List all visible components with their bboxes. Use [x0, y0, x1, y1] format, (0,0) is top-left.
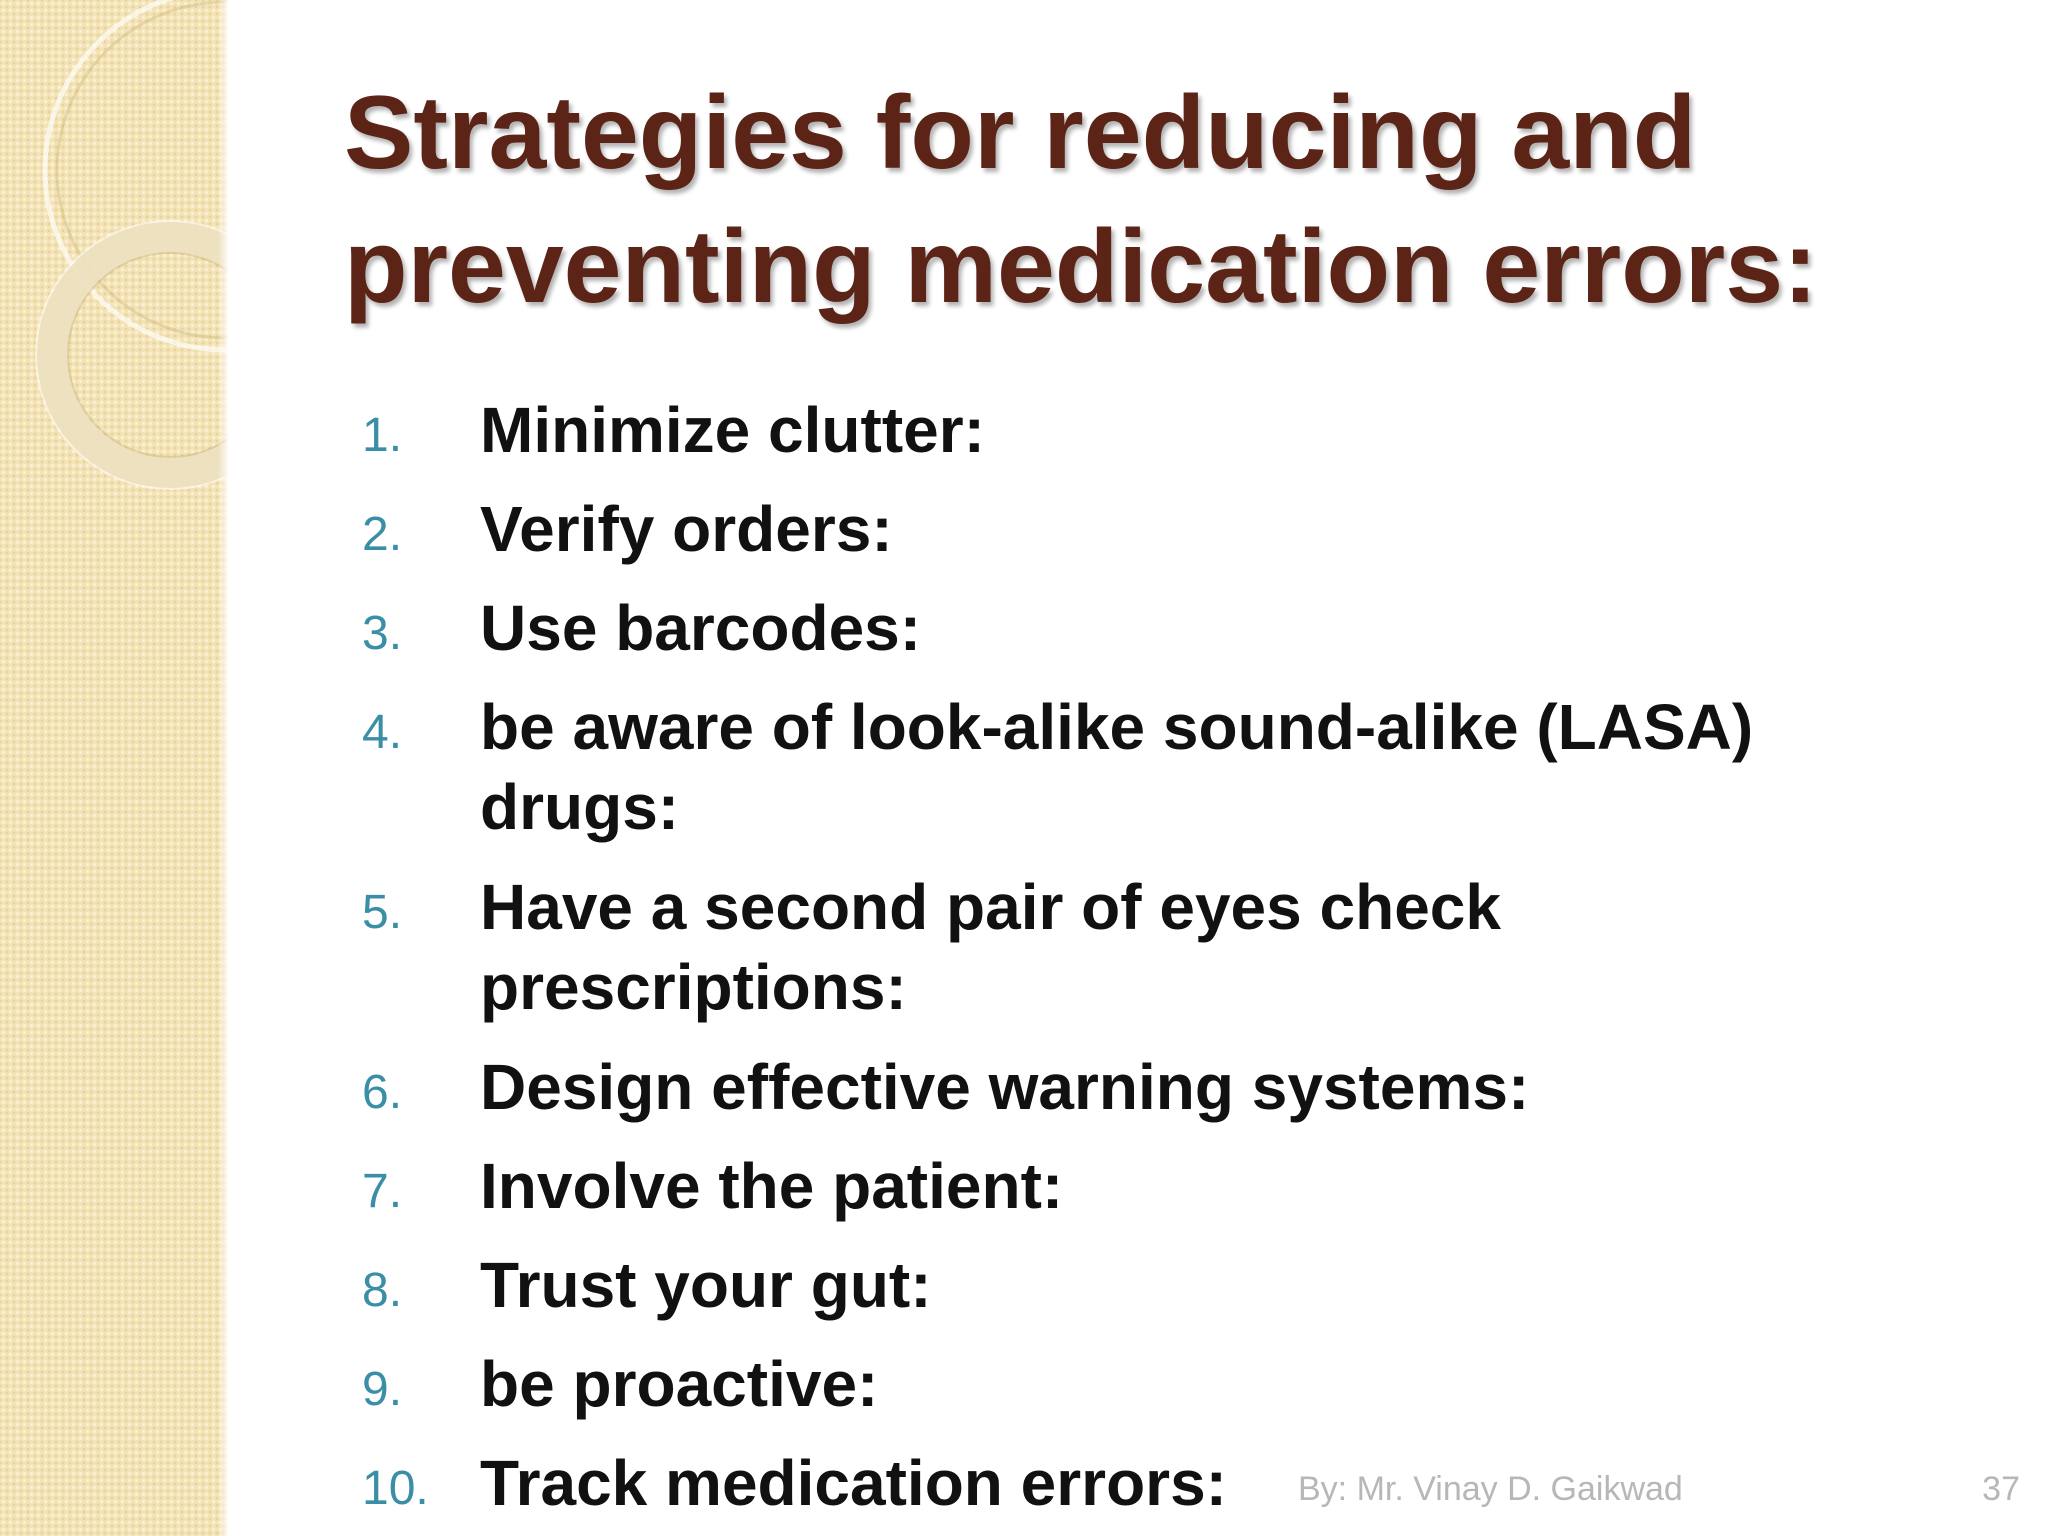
list-item: [362, 1344, 1882, 1424]
slide-footer-author: By: Mr. Vinay D. Gaikwad: [1298, 1470, 1683, 1508]
list-item-number: 7.: [362, 1165, 403, 1218]
list-item-number: 5.: [362, 886, 403, 939]
list-item-number: 8.: [362, 1264, 403, 1317]
list-item-number: 9.: [362, 1363, 403, 1416]
slide-page-number: 37: [1982, 1470, 2020, 1508]
list-item-text: Design effective warning systems:: [480, 1051, 1530, 1123]
list-item-number: 10.: [362, 1462, 429, 1515]
list-item: [362, 489, 1882, 569]
list-item-text: Have a second pair of eyes check prescriptions:: [480, 871, 1501, 1023]
slide-title-line-2: preventing medication errors:: [344, 209, 1818, 325]
list-item-text: Involve the patient:: [480, 1150, 1064, 1222]
list-item-text: be aware of look-alike sound-alike (LASA) drugs:: [480, 691, 1754, 843]
list-item-number: 4.: [362, 706, 403, 759]
list-item-number: 6.: [362, 1066, 403, 1119]
list-item-text: Track medication errors:: [480, 1447, 1227, 1519]
list-item: [362, 687, 1882, 847]
list-item: [362, 390, 1882, 470]
list-item-number: 3.: [362, 607, 403, 660]
list-item-text: Minimize clutter:: [480, 394, 985, 466]
list-item-number: 2.: [362, 508, 403, 561]
list-item-text: Use barcodes:: [480, 592, 922, 664]
slide-title-line-1: Strategies for reducing and: [344, 75, 1697, 191]
list-item: [362, 588, 1882, 668]
list-item: [362, 1245, 1882, 1325]
list-item-text: Verify orders:: [480, 493, 893, 565]
list-item: [362, 867, 1882, 1027]
list-item-text: Trust your gut:: [480, 1249, 932, 1321]
list-item-text: be proactive:: [480, 1348, 879, 1420]
list-item-number: 1.: [362, 409, 403, 462]
list-item: [362, 1146, 1882, 1226]
list-item: [362, 1047, 1882, 1127]
